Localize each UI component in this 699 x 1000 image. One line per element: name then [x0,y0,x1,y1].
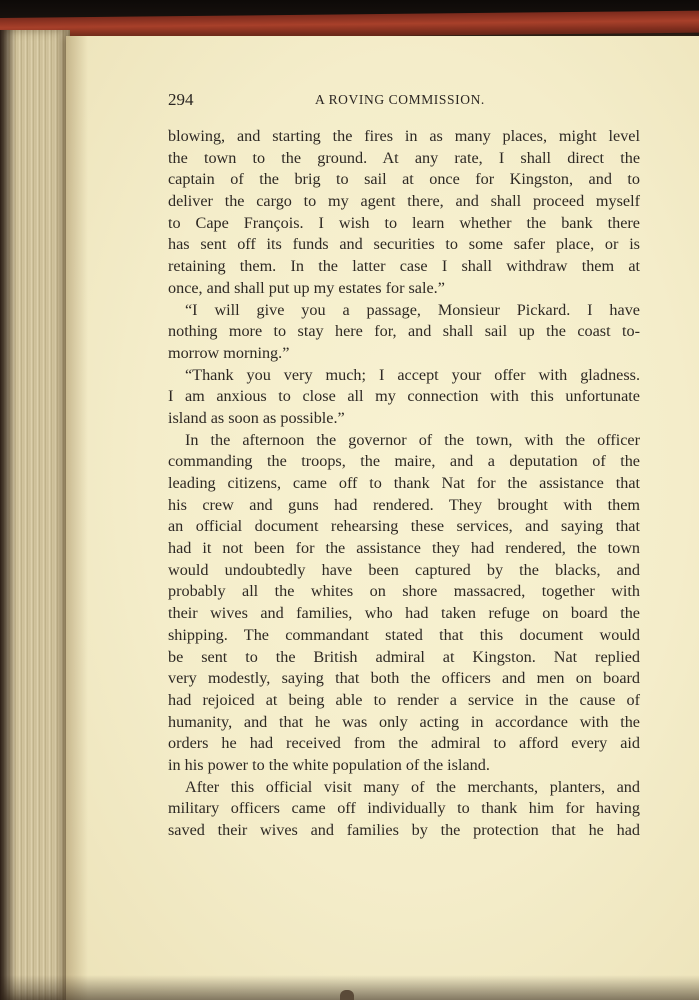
text-line: In the afternoon the governor of the town, with the officer [185,430,640,449]
running-title: A ROVING COMMISSION. [315,92,485,107]
text-line: “Thank you very much; I accept your offer with gladness. [185,365,640,384]
text-line: an official document rehearsing these services, and saying that [168,517,640,536]
page-gutter-shadow [66,36,88,1000]
text-line: blowing, and starting the fires in as many places, might level [168,127,640,145]
text-line: nothing more to stay here for, and shall sail up the coast to- [168,322,640,341]
text-line: saved their wives and families by the protection that he had [168,821,640,839]
text-line: his crew and guns had rendered. They brought with them [168,495,640,514]
text-line: “I will give you a passage, Monsieur Pickard. I have [185,300,640,319]
text-line: island as soon as possible.” [168,408,345,427]
bookmark-tip [340,990,354,1000]
text-line: once, and shall put up my estates for sale.” [168,278,445,297]
text-line: shipping. The commandant stated that this document would [168,625,640,644]
text-line: the town to the ground. At any rate, I shall direct the [168,148,640,167]
binding-shadow [0,30,16,1000]
text-line: very modestly, saying that both the officers and men on board [168,669,640,688]
page-number: 294 [168,90,194,109]
text-line: commanding the troops, the maire, and a deputation of the [168,452,640,471]
text-line: captain of the brig to sail at once for Kingston, and to [168,170,640,189]
text-line: their wives and families, who had taken refuge on board the [168,604,640,623]
text-line: had it not been for the assistance they had rendered, the town [168,539,640,558]
text-line: morrow morning.” [168,343,290,362]
text-line: has sent off its funds and securities to some safer place, or is [168,235,640,254]
text-line: deliver the cargo to my agent there, and shall proceed myself [168,192,640,211]
text-line: be sent to the British admiral at Kingston. Nat replied [168,647,640,666]
text-line: After this official visit many of the merchants, planters, and [185,777,640,796]
text-line: in his power to the white population of the island. [168,755,490,774]
text-line: humanity, and that he was only acting in accordance with the [168,712,640,731]
page-header [168,90,638,112]
text-line: leading citizens, came off to thank Nat for the assistance that [168,474,640,492]
body-text [168,126,640,842]
text-line: I am anxious to close all my connection with this unfortunate [168,387,640,406]
text-line: military officers came off individually to thank him for having [168,799,640,818]
text-line: would undoubtedly have been captured by the blacks, and [168,560,640,579]
text-line: probably all the whites on shore massacred, together with [168,582,640,601]
text-line: orders he had received from the admiral to afford every aid [168,734,640,753]
text-line: retaining them. In the latter case I shall withdraw them at [168,257,640,276]
text-line: had rejoiced at being able to render a service in the cause of [168,690,640,709]
text-line: to Cape François. I wish to learn whether the bank there [168,213,640,232]
